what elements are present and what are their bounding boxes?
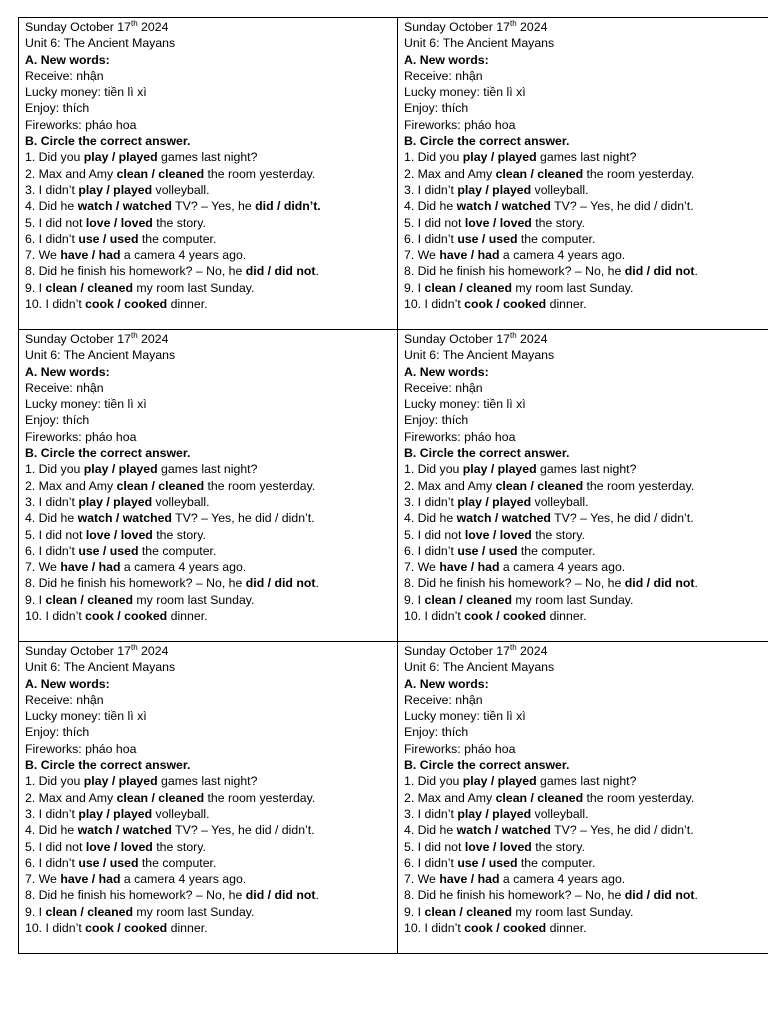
question-item: 1. Did you play / played games last night? (404, 150, 637, 165)
answer-options: play / played (83, 774, 158, 789)
answer-options: love / loved (464, 215, 532, 230)
date-text: Sunday October 17 (25, 332, 131, 346)
date-superscript: th (130, 19, 138, 28)
answer-options: cook / cooked (464, 297, 547, 312)
question-item: 2. Max and Amy clean / cleaned the room yesterday. (25, 166, 316, 181)
answer-options: play / played (83, 462, 158, 477)
answer-options: love / loved (85, 839, 153, 854)
question-item: 5. I did not love / loved the story. (404, 839, 585, 854)
vocab-item: Lucky money: tiền lì xì (404, 709, 526, 724)
question-item: 8. Did he finish his homework? – No, he did / did not. (404, 576, 698, 591)
answer-options: watch / watched (456, 823, 551, 838)
question-item: 3. I didn’t play / played volleyball. (25, 494, 210, 509)
answer-options: watch / watched (456, 511, 551, 526)
answer-options: cook / cooked (464, 921, 547, 936)
vocab-item: Lucky money: tiền lì xì (25, 85, 147, 100)
question-item: 7. We have / had a camera 4 years ago. (404, 248, 626, 263)
answer-options: watch / watched (456, 199, 551, 214)
date-superscript: th (130, 643, 138, 652)
vocab-item: Fireworks: pháo hoa (404, 117, 516, 132)
section-a-heading: A. New words: (25, 364, 110, 379)
answer-options: play / played (462, 462, 537, 477)
vocab-item: Lucky money: tiền lì xì (25, 397, 147, 412)
vocab-item: Enjoy: thích (25, 413, 90, 428)
question-item: 1. Did you play / played games last night? (25, 462, 258, 477)
question-item: 10. I didn’t cook / cooked dinner. (404, 297, 587, 312)
answer-options: cook / cooked (85, 921, 168, 936)
question-item: 4. Did he watch / watched TV? – Yes, he did / didn’t. (25, 199, 321, 214)
date-year: 2024 (516, 644, 548, 658)
question-item: 4. Did he watch / watched TV? – Yes, he did / didn’t. (404, 511, 694, 526)
answer-options: watch / watched (77, 199, 172, 214)
question-item: 4. Did he watch / watched TV? – Yes, he did / didn’t. (404, 199, 694, 214)
date-line (25, 19, 391, 35)
question-item: 2. Max and Amy clean / cleaned the room yesterday. (404, 166, 695, 181)
vocab-item: Enjoy: thích (25, 101, 90, 116)
answer-options: did / did not (624, 576, 695, 591)
answer-options: have / had (60, 872, 121, 887)
question-item: 3. I didn’t play / played volleyball. (25, 182, 210, 197)
section-b-heading: B. Circle the correct answer. (25, 134, 191, 149)
worksheet-cell (398, 18, 768, 330)
vocab-item: Receive: nhận (25, 380, 104, 395)
vocab-item: Enjoy: thích (404, 725, 469, 740)
section-b-heading: B. Circle the correct answer. (404, 446, 570, 461)
answer-options: play / played (83, 150, 158, 165)
answer-options: cook / cooked (85, 297, 168, 312)
question-item: 6. I didn’t use / used the computer. (25, 231, 217, 246)
worksheet-row (19, 642, 768, 954)
vocab-item: Fireworks: pháo hoa (404, 429, 516, 444)
answer-options: play / played (78, 494, 153, 509)
vocab-item: Receive: nhận (25, 692, 104, 707)
answer-options: clean / cleaned (45, 904, 134, 919)
answer-options: love / loved (85, 215, 153, 230)
question-item: 5. I did not love / loved the story. (404, 215, 585, 230)
answer-options: clean / cleaned (45, 280, 134, 295)
question-item: 6. I didn’t use / used the computer. (404, 543, 596, 558)
section-a-heading: A. New words: (25, 676, 110, 691)
question-item: 9. I clean / cleaned my room last Sunday. (25, 280, 255, 295)
worksheet-card (25, 331, 391, 624)
answer-options: did / did not (624, 264, 695, 279)
vocab-item: Enjoy: thích (25, 725, 90, 740)
answer-options: clean / cleaned (495, 790, 584, 805)
worksheet-page (18, 17, 750, 952)
answer-options: play / played (78, 182, 153, 197)
question-item: 7. We have / had a camera 4 years ago. (25, 248, 247, 263)
answer-options: play / played (457, 806, 532, 821)
unit-title: Unit 6: The Ancient Mayans (404, 348, 555, 363)
answer-options: play / played (462, 150, 537, 165)
section-b-heading: B. Circle the correct answer. (404, 134, 570, 149)
answer-options: use / used (457, 231, 518, 246)
question-item: 5. I did not love / loved the story. (25, 215, 206, 230)
question-item: 3. I didn’t play / played volleyball. (404, 494, 589, 509)
date-line (404, 331, 768, 347)
date-text: Sunday October 17 (404, 20, 510, 34)
vocab-item: Enjoy: thích (404, 101, 469, 116)
question-item: 10. I didn’t cook / cooked dinner. (25, 297, 208, 312)
unit-title: Unit 6: The Ancient Mayans (25, 348, 176, 363)
section-a-heading: A. New words: (404, 52, 489, 67)
question-item: 3. I didn’t play / played volleyball. (25, 806, 210, 821)
worksheet-cell (398, 642, 768, 954)
unit-title: Unit 6: The Ancient Mayans (404, 660, 555, 675)
question-item: 6. I didn’t use / used the computer. (25, 855, 217, 870)
question-item: 2. Max and Amy clean / cleaned the room yesterday. (404, 478, 695, 493)
question-item: 6. I didn’t use / used the computer. (404, 231, 596, 246)
question-item: 4. Did he watch / watched TV? – Yes, he did / didn’t. (25, 511, 315, 526)
question-item: 10. I didn’t cook / cooked dinner. (404, 921, 587, 936)
answer-options: play / played (457, 182, 532, 197)
question-item: 10. I didn’t cook / cooked dinner. (404, 609, 587, 624)
section-a-heading: A. New words: (404, 676, 489, 691)
answer-options: clean / cleaned (424, 280, 513, 295)
answer-options: use / used (457, 543, 518, 558)
question-item: 8. Did he finish his homework? – No, he did / did not. (404, 888, 698, 903)
worksheet-cell (19, 642, 398, 954)
vocab-item: Enjoy: thích (404, 413, 469, 428)
date-year: 2024 (516, 332, 548, 346)
date-year: 2024 (137, 332, 169, 346)
section-b-heading: B. Circle the correct answer. (25, 446, 191, 461)
question-item: 10. I didn’t cook / cooked dinner. (25, 921, 208, 936)
answer-options: use / used (78, 231, 139, 246)
date-year: 2024 (137, 644, 169, 658)
answer-options: clean / cleaned (495, 166, 584, 181)
vocab-item: Receive: nhận (25, 68, 104, 83)
worksheet-card (25, 643, 391, 936)
date-year: 2024 (516, 20, 548, 34)
question-item: 1. Did you play / played games last night? (404, 774, 637, 789)
vocab-item: Fireworks: pháo hoa (25, 117, 137, 132)
question-item: 9. I clean / cleaned my room last Sunday. (25, 904, 255, 919)
question-item: 3. I didn’t play / played volleyball. (404, 806, 589, 821)
question-item: 2. Max and Amy clean / cleaned the room yesterday. (25, 790, 316, 805)
vocab-item: Fireworks: pháo hoa (25, 741, 137, 756)
vocab-item: Lucky money: tiền lì xì (404, 85, 526, 100)
answer-options: have / had (439, 560, 500, 575)
answer-options: love / loved (464, 839, 532, 854)
date-superscript: th (509, 19, 517, 28)
question-item: 2. Max and Amy clean / cleaned the room yesterday. (25, 478, 316, 493)
date-text: Sunday October 17 (404, 332, 510, 346)
section-a-heading: A. New words: (25, 52, 110, 67)
vocab-item: Receive: nhận (404, 380, 483, 395)
answer-options: cook / cooked (85, 609, 168, 624)
date-text: Sunday October 17 (404, 644, 510, 658)
answer-options: clean / cleaned (116, 790, 205, 805)
question-item: 7. We have / had a camera 4 years ago. (404, 560, 626, 575)
date-year: 2024 (137, 20, 169, 34)
question-item: 1. Did you play / played games last night? (25, 774, 258, 789)
worksheet-grid-body (19, 18, 768, 954)
question-item: 6. I didn’t use / used the computer. (404, 855, 596, 870)
worksheet-cell (19, 330, 398, 642)
answer-options: cook / cooked (464, 609, 547, 624)
date-superscript: th (130, 331, 138, 340)
question-item: 5. I did not love / loved the story. (25, 527, 206, 542)
section-a-heading: A. New words: (404, 364, 489, 379)
answer-options: clean / cleaned (116, 478, 205, 493)
answer-options: love / loved (464, 527, 532, 542)
question-item: 5. I did not love / loved the story. (404, 527, 585, 542)
unit-title: Unit 6: The Ancient Mayans (25, 36, 176, 51)
answer-options: did / did not (245, 888, 316, 903)
answer-options: have / had (60, 560, 121, 575)
answer-options: watch / watched (77, 823, 172, 838)
section-b-heading: B. Circle the correct answer. (404, 758, 570, 773)
answer-options: have / had (60, 248, 121, 263)
answer-options: have / had (439, 248, 500, 263)
answer-options: play / played (457, 494, 532, 509)
worksheet-card (25, 19, 391, 312)
vocab-item: Fireworks: pháo hoa (25, 429, 137, 444)
question-item: 7. We have / had a camera 4 years ago. (25, 872, 247, 887)
question-item: 3. I didn’t play / played volleyball. (404, 182, 589, 197)
worksheet-row (19, 330, 768, 642)
question-item: 1. Did you play / played games last night? (404, 462, 637, 477)
answer-options: watch / watched (77, 511, 172, 526)
answer-options: have / had (439, 872, 500, 887)
date-line (404, 19, 768, 35)
question-item: 10. I didn’t cook / cooked dinner. (25, 609, 208, 624)
date-line (25, 643, 391, 659)
question-item: 1. Did you play / played games last night? (25, 150, 258, 165)
answer-options: play / played (462, 774, 537, 789)
date-superscript: th (509, 331, 517, 340)
worksheet-card (404, 643, 768, 936)
answer-options: love / loved (85, 527, 153, 542)
question-item: 8. Did he finish his homework? – No, he did / did not. (25, 576, 319, 591)
worksheet-cell (19, 18, 398, 330)
vocab-item: Lucky money: tiền lì xì (404, 397, 526, 412)
date-line (25, 331, 391, 347)
answer-options: did / did not (624, 888, 695, 903)
question-item: 8. Did he finish his homework? – No, he did / did not. (404, 264, 698, 279)
vocab-item: Lucky money: tiền lì xì (25, 709, 147, 724)
answer-options: play / played (78, 806, 153, 821)
unit-title: Unit 6: The Ancient Mayans (25, 660, 176, 675)
answer-options: clean / cleaned (495, 478, 584, 493)
date-text: Sunday October 17 (25, 644, 131, 658)
worksheet-grid (18, 17, 768, 954)
answer-options: clean / cleaned (116, 166, 205, 181)
vocab-item: Fireworks: pháo hoa (404, 741, 516, 756)
question-item: 9. I clean / cleaned my room last Sunday. (404, 280, 634, 295)
answer-options: clean / cleaned (424, 592, 513, 607)
answer-options: did / didn’t. (255, 199, 321, 214)
section-b-heading: B. Circle the correct answer. (25, 758, 191, 773)
question-item: 7. We have / had a camera 4 years ago. (25, 560, 247, 575)
question-item: 9. I clean / cleaned my room last Sunday. (404, 904, 634, 919)
date-superscript: th (509, 643, 517, 652)
answer-options: did / did not (245, 576, 316, 591)
question-item: 8. Did he finish his homework? – No, he did / did not. (25, 888, 319, 903)
question-item: 9. I clean / cleaned my room last Sunday. (404, 592, 634, 607)
vocab-item: Receive: nhận (404, 68, 483, 83)
question-item: 5. I did not love / loved the story. (25, 839, 206, 854)
worksheet-cell (398, 330, 768, 642)
answer-options: clean / cleaned (424, 904, 513, 919)
question-item: 7. We have / had a camera 4 years ago. (404, 872, 626, 887)
answer-options: use / used (78, 855, 139, 870)
answer-options: clean / cleaned (45, 592, 134, 607)
question-item: 9. I clean / cleaned my room last Sunday. (25, 592, 255, 607)
unit-title: Unit 6: The Ancient Mayans (404, 36, 555, 51)
answer-options: use / used (457, 855, 518, 870)
answer-options: did / did not (245, 264, 316, 279)
worksheet-card (404, 331, 768, 624)
date-line (404, 643, 768, 659)
worksheet-card (404, 19, 768, 312)
vocab-item: Receive: nhận (404, 692, 483, 707)
answer-options: use / used (78, 543, 139, 558)
question-item: 2. Max and Amy clean / cleaned the room yesterday. (404, 790, 695, 805)
worksheet-row (19, 18, 768, 330)
question-item: 4. Did he watch / watched TV? – Yes, he did / didn’t. (25, 823, 315, 838)
question-item: 4. Did he watch / watched TV? – Yes, he did / didn’t. (404, 823, 694, 838)
date-text: Sunday October 17 (25, 20, 131, 34)
question-item: 6. I didn’t use / used the computer. (25, 543, 217, 558)
question-item: 8. Did he finish his homework? – No, he did / did not. (25, 264, 319, 279)
